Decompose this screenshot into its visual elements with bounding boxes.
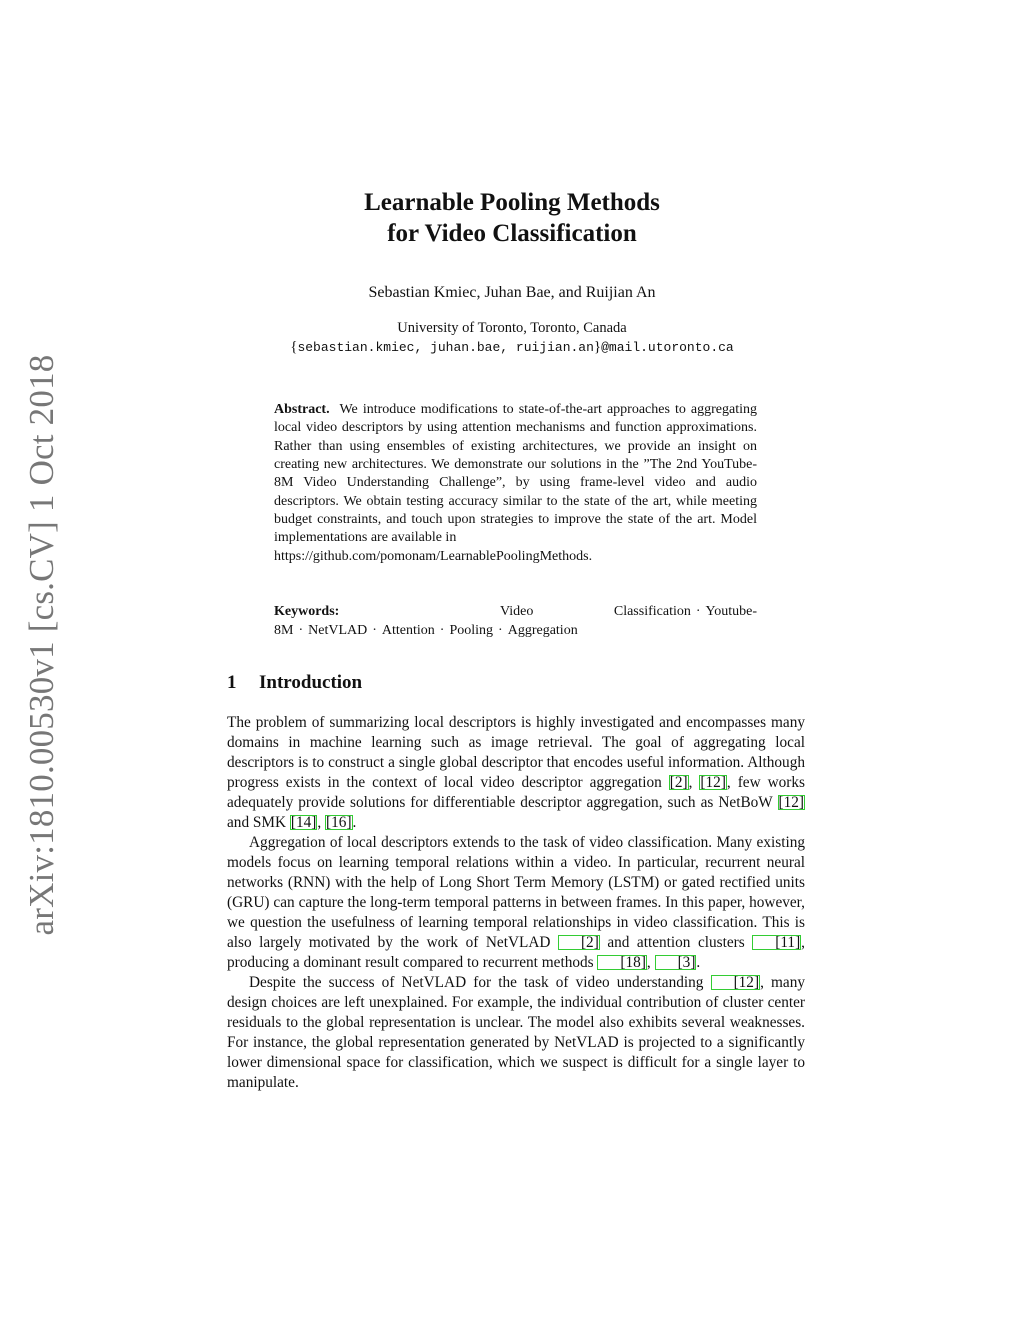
paragraph-text: and SMK: [227, 814, 290, 831]
keywords: [274, 603, 757, 640]
email-close-brace: }: [593, 339, 602, 355]
abstract-label: Abstract.: [274, 402, 330, 417]
citation-link[interactable]: [12]: [778, 794, 804, 811]
keyword-separator: ·: [498, 622, 503, 638]
keyword-separator: ·: [298, 622, 304, 638]
section-heading: [227, 672, 362, 694]
citation-link[interactable]: [14]: [290, 814, 317, 831]
paragraph-text: ,: [317, 814, 326, 831]
keyword-item: Pooling: [449, 622, 494, 638]
paragraph-text: , many design choices are left unexplained. For example, the individual contribution of cluster center residuals to the global representation is unclear. The model also exhibits several weaknesses. For instance, the global representation generated by NetVLAD is projected to a significantly lower dimensional space for classification, which we suspect is difficult for a single layer to manipulate.: [227, 974, 805, 1091]
keyword-item: Aggregation: [507, 622, 578, 638]
paragraph-text: .: [352, 814, 357, 831]
keyword-item: Video Classification: [500, 604, 691, 619]
citation-link[interactable]: [11]: [752, 935, 801, 950]
paragraph-text: , producing a dominant result compared to recurrent methods: [227, 934, 805, 971]
paragraph-text: The problem of summarizing local descriptors is highly investigated and encompasses many domains in machine learning such as image retrieval. The goal of aggregating local descriptors is to construct a single global descriptor that encodes useful information. Although progress exists in the context of local video descriptor aggregation: [227, 714, 805, 791]
paragraph-text: .: [696, 954, 701, 971]
keyword-item: NetVLAD: [308, 622, 368, 638]
keyword-item: Attention: [381, 622, 435, 638]
citation-link[interactable]: [2]: [669, 774, 688, 791]
section-body: [227, 713, 805, 1093]
paragraph-1: [227, 713, 805, 833]
email-line: [0, 339, 1024, 356]
arxiv-side-stamp: arXiv:1810.00530v1 [cs.CV] 1 Oct 2018: [22, 354, 61, 936]
email-domain: @mail.utoronto.ca: [601, 340, 734, 355]
citation-link[interactable]: [18]: [597, 955, 647, 970]
paragraph-3: [227, 973, 805, 1093]
paragraph-text: Despite the success of NetVLAD for the task of video understanding: [249, 974, 711, 991]
paragraph-2: [227, 833, 805, 973]
citation-link[interactable]: [16]: [326, 814, 352, 831]
keyword-separator: ·: [372, 622, 377, 638]
citation-link[interactable]: [12]: [700, 774, 726, 791]
abstract: [274, 401, 757, 566]
paragraph-text: Aggregation of local descriptors extends to the task of video classification. Many existing models focus on learning temporal relations within a video. In particular, recurrent neural networks (RNN) with the help of Long Short Term Memory (LSTM) or gated rectified units (GRU) can capture the long-term temporal patterns in between frames. In this paper, however, we question the usefulness of learning temporal relationships in video classification. This is also largely motivated by the work of NetVLAD: [227, 834, 805, 951]
section-number: 1: [227, 672, 237, 693]
citation-link[interactable]: [2]: [558, 935, 600, 950]
title-line-1: Learnable Pooling Methods: [364, 189, 660, 216]
keyword-item: Youtube-8M: [274, 604, 757, 638]
section-title: Introduction: [259, 672, 363, 693]
citation-link[interactable]: [3]: [655, 955, 697, 970]
paragraph-text: ,: [688, 774, 700, 791]
citation-link[interactable]: [12]: [711, 975, 761, 990]
author-list: Sebastian Kmiec, Juhan Bae, and Ruijian An: [368, 284, 656, 301]
email-open-brace: {: [290, 339, 298, 355]
keyword-separator: ·: [439, 622, 445, 638]
abstract-text: We introduce modifications to state-of-the-art approaches to aggregating local video descriptors by using attention mechanisms and function approximations. Rather than using ensembles of existing architectures, we provide an insight on creating new architectures. We demonstrate our solutions in the ”The 2nd YouTube-8M Video Understanding Challenge”, by using frame-level video and audio descriptors. We obtain testing accuracy similar to the state of the art, while meeting budget constraints, and touch upon strategies to improve the state of the art. Model implementations are available in: [274, 402, 757, 546]
code-url-link[interactable]: https://github.com/pomonam/LearnablePoolingMethods.: [274, 548, 593, 564]
paragraph-text: ,: [646, 954, 655, 971]
keywords-label: Keywords:: [274, 604, 340, 619]
paragraph-text: , few works adequately provide solutions for differentiable descriptor aggregation, such as NetBoW: [227, 774, 805, 811]
affiliation: University of Toronto, Toronto, Canada: [397, 320, 627, 336]
paragraph-text: and attention clusters: [599, 934, 753, 951]
email-names: sebastian.kmiec, juhan.bae, ruijian.an: [297, 340, 594, 355]
keyword-separator: ·: [695, 604, 701, 619]
paper-title: [0, 187, 1024, 249]
title-line-2: for Video Classification: [387, 220, 637, 247]
